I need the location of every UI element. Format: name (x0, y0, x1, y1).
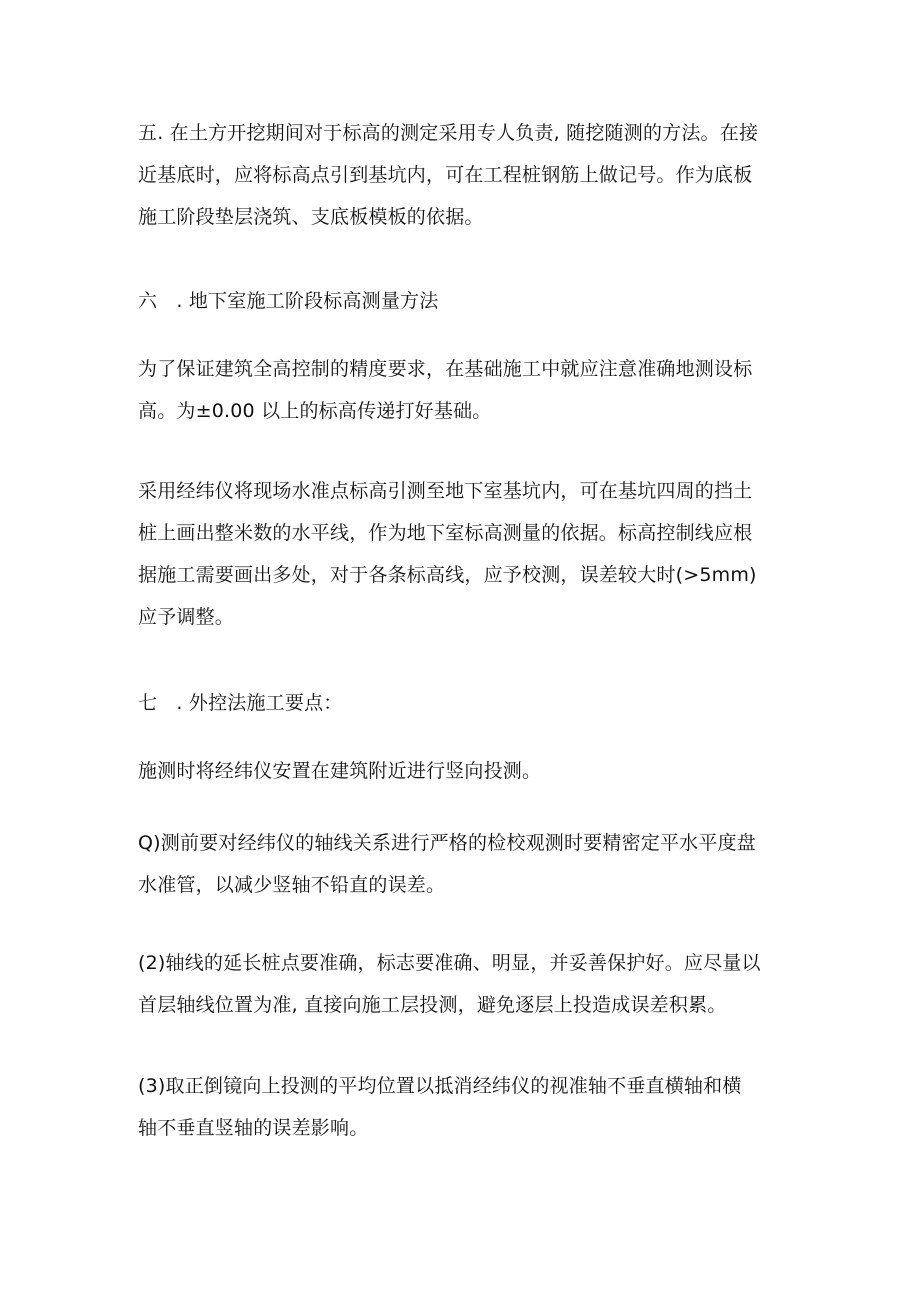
paragraph-7d (138, 1065, 786, 1149)
paragraph-7b (138, 822, 786, 906)
paragraph-6b (138, 470, 786, 638)
paragraph-7c (138, 942, 786, 1026)
text-line: 采用经纬仪将现场水准点标高引测至地下室基坑内，可在基坑四周的挡土 (138, 480, 753, 502)
heading-section-6 (138, 280, 786, 322)
text-line: 五. 在土方开挖期间对于标高的测定采用专人负责, 随挖随测的方法。在接 (138, 122, 759, 144)
text-line: 水准管，以减少竖轴不铅直的误差。 (138, 874, 446, 896)
section-heading: 七 . 外控法施工要点： (138, 692, 343, 714)
text-line: 应予调整。 (138, 606, 235, 628)
text-line: 近基底时，应将标高点引到基坑内，可在工程桩钢筋上做记号。作为底板 (138, 164, 753, 186)
section-heading: 六 . 地下室施工阶段标高测量方法 (138, 290, 439, 312)
text-line: (2)轴线的延长桩点要准确，标志要准确、明显，并妥善保护好。应尽量以 (138, 952, 761, 974)
paragraph-7a (138, 750, 786, 792)
paragraph-6a (138, 348, 786, 432)
heading-section-7 (138, 682, 786, 724)
text-line: 首层轴线位置为准, 直接向施工层投测，避免逐层上投造成误差积累。 (138, 994, 727, 1016)
text-line: 据施工需要画出多处，对于各条标高线，应予校测，误差较大时(>5mm) (138, 564, 757, 586)
text-line: Q)测前要对经纬仪的轴线关系进行严格的检校观测时要精密定平水平度盘 (138, 832, 756, 854)
text-line: 为了保证建筑全高控制的精度要求，在基础施工中就应注意准确地测设标 (138, 358, 753, 380)
text-line: 桩上画出整米数的水平线，作为地下室标高测量的依据。标高控制线应根 (138, 522, 753, 544)
text-line: 施工阶段垫层浇筑、支底板模板的依据。 (138, 206, 484, 228)
text-line: 施测时将经纬仪安置在建筑附近进行竖向投测。 (138, 760, 542, 782)
text-line: 高。为±0.00 以上的标高传递打好基础。 (138, 400, 492, 422)
paragraph-section-5 (138, 112, 786, 238)
text-line: 轴不垂直竖轴的误差影响。 (138, 1117, 369, 1139)
text-line: (3)取正倒镜向上投测的平均位置以抵消经纬仪的视准轴不垂直横轴和横 (138, 1075, 742, 1097)
